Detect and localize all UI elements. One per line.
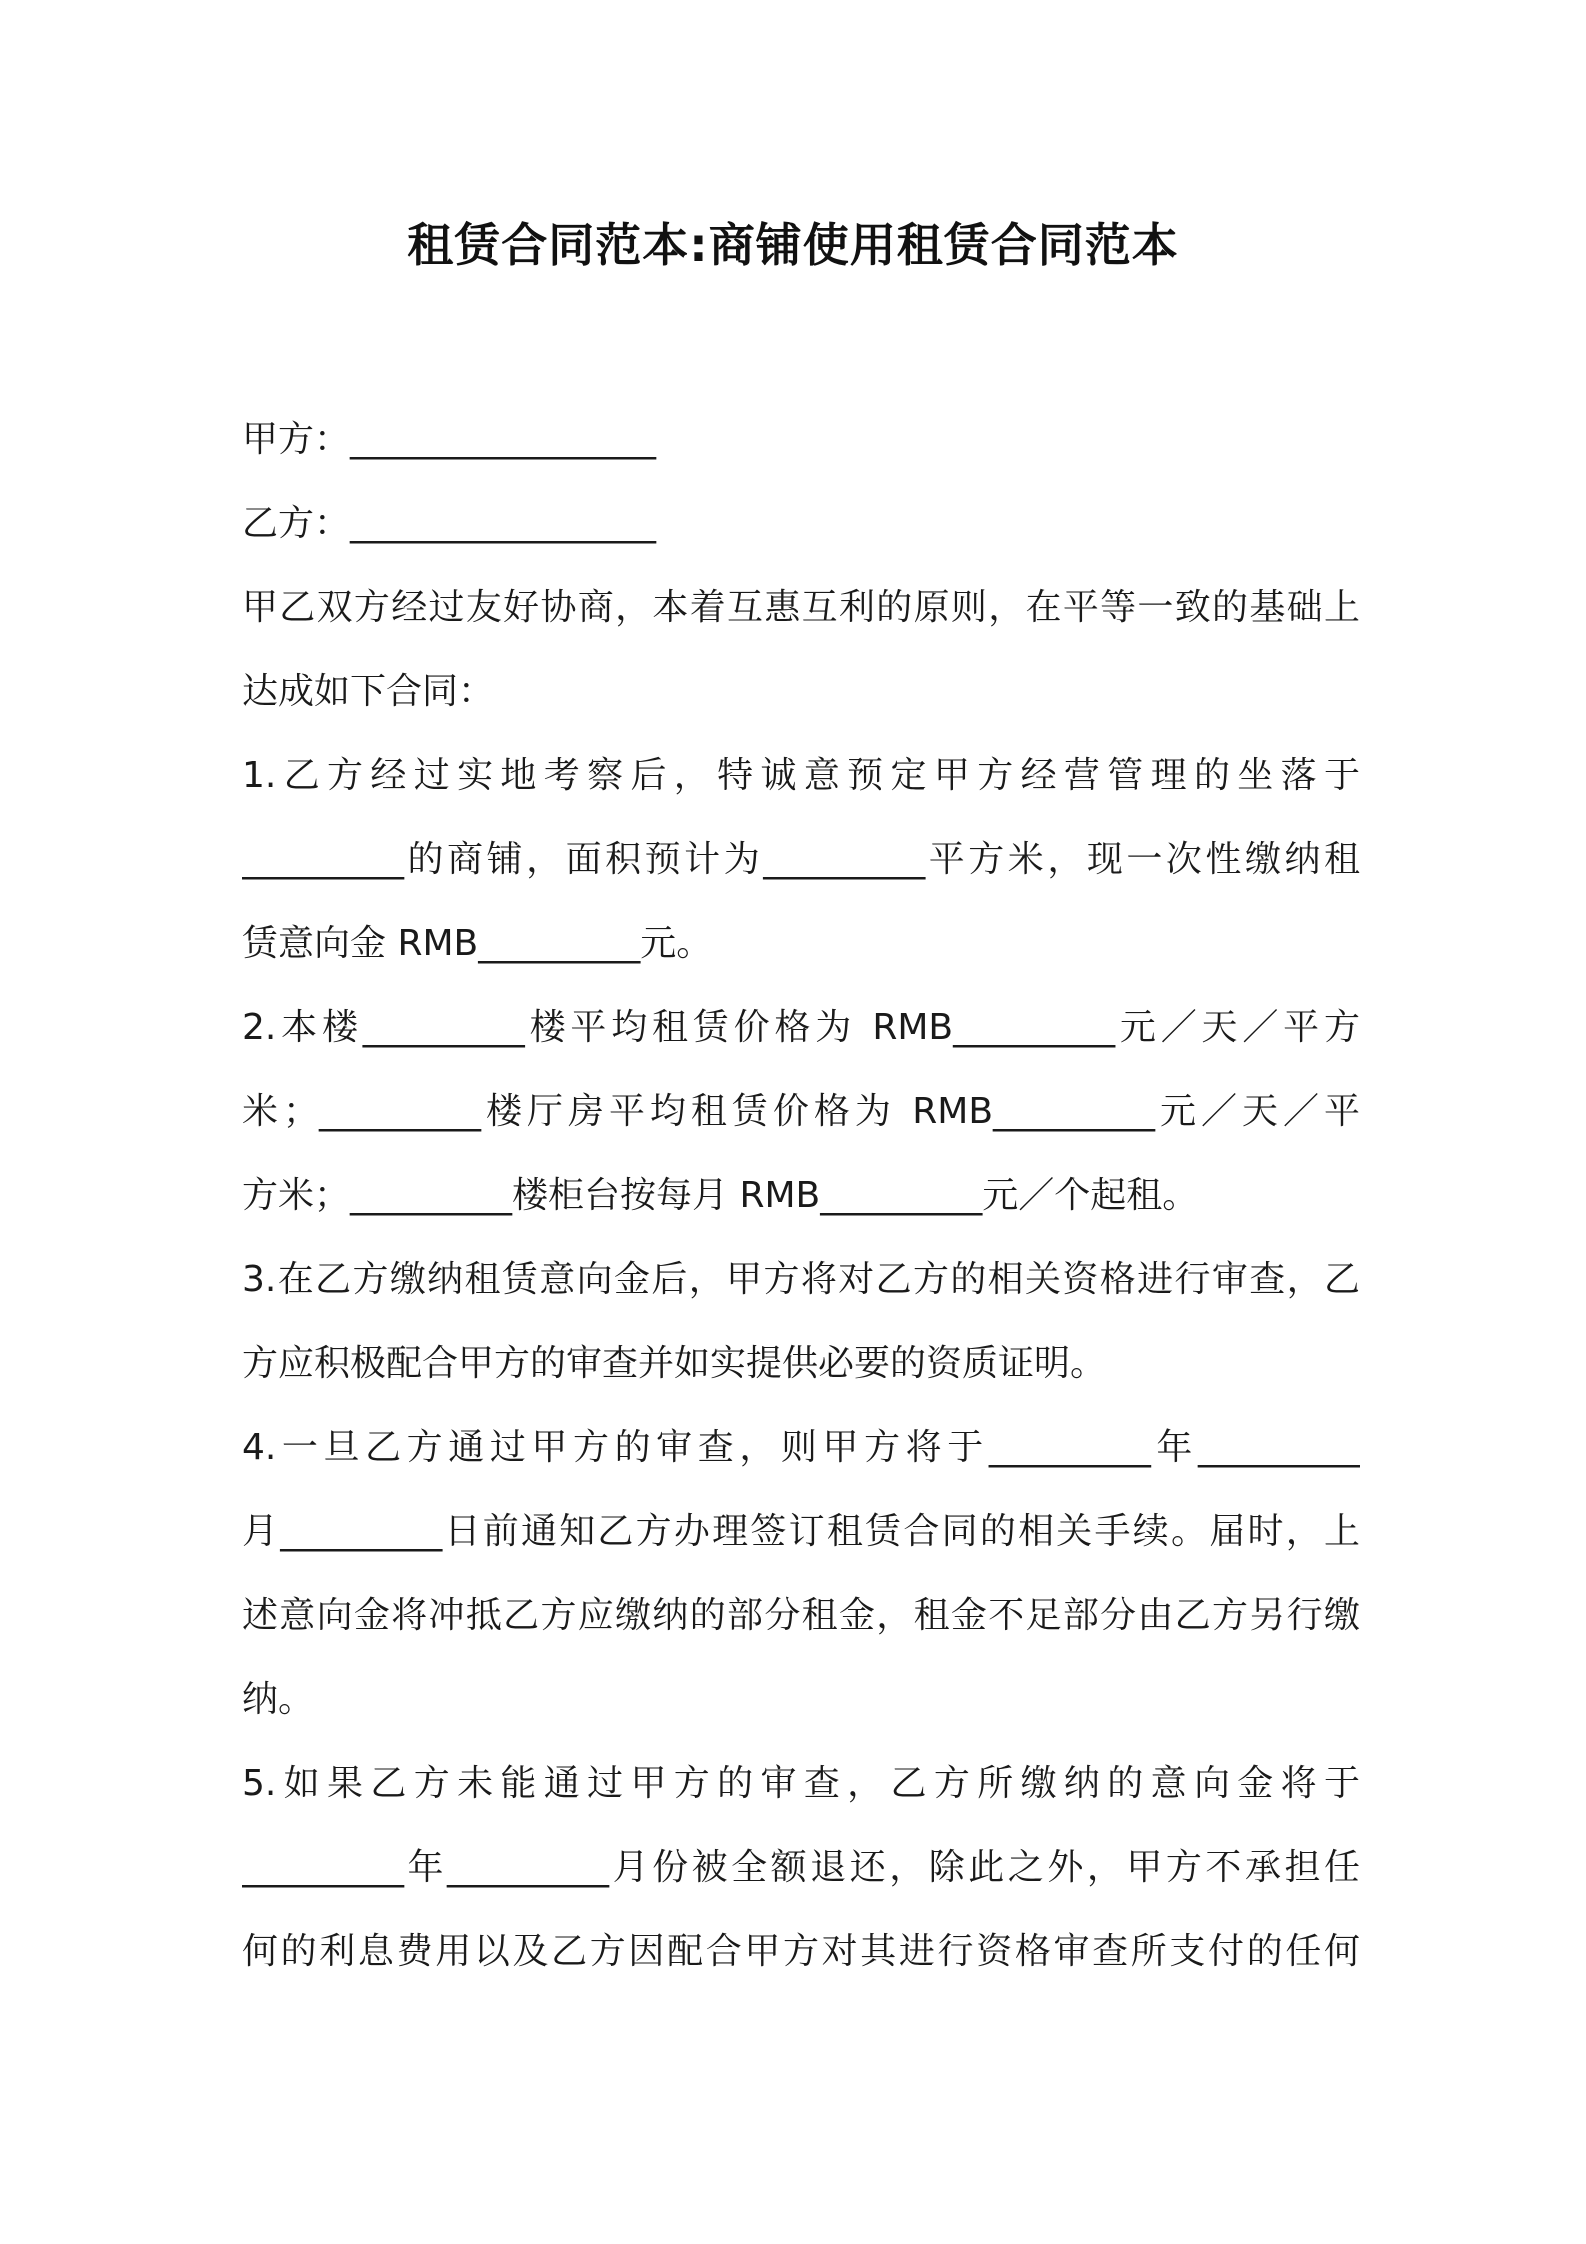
clause-4-line: 4.一旦乙方通过甲方的审查，则甲方将于_________年_________ — [242, 1427, 1360, 1468]
contract-body — [242, 398, 1360, 1994]
clause-3-line: 方应积极配合甲方的审查并如实提供必要的资质证明。 — [242, 1343, 1107, 1384]
clause-5-line: 5.如果乙方未能通过甲方的审查，乙方所缴纳的意向金将于 — [242, 1763, 1360, 1804]
clause-2-line: 2.本楼_________楼平均租赁价格为 RMB_________元／天／平方 — [242, 1007, 1360, 1048]
clause-1-line: 赁意向金 RMB_________元。 — [242, 923, 713, 964]
paragraph-line: 甲乙双方经过友好协商，本着互惠互利的原则，在平等一致的基础上 — [242, 587, 1360, 628]
clause-4-line: 纳。 — [242, 1679, 315, 1720]
clause-1-line: 1.乙方经过实地考察后，特诚意预定甲方经营管理的坐落于 — [242, 755, 1360, 796]
clause-5-line: 何的利息费用以及乙方因配合甲方对其进行资格审查所支付的任何 — [242, 1931, 1360, 1972]
party-a-line: 甲方：_________________ — [242, 419, 657, 460]
clause-4-line: 述意向金将冲抵乙方应缴纳的部分租金，租金不足部分由乙方另行缴 — [242, 1595, 1360, 1636]
document-title: 租赁合同范本:商铺使用租赁合同范本 — [407, 218, 1179, 272]
clause-2-line: 方米；_________楼柜台按每月 RMB_________元／个起租。 — [242, 1175, 1199, 1216]
clause-2-line: 米；_________楼厅房平均租赁价格为 RMB_________元／天／平 — [242, 1091, 1360, 1132]
clause-3-line: 3.在乙方缴纳租赁意向金后，甲方将对乙方的相关资格进行审查，乙 — [242, 1259, 1360, 1300]
paragraph-line: 达成如下合同： — [242, 671, 495, 712]
party-b-line: 乙方：_________________ — [242, 503, 657, 544]
clause-4-line: 月_________日前通知乙方办理签订租赁合同的相关手续。届时，上 — [242, 1511, 1360, 1552]
clause-5-line: _________年_________月份被全额退还，除此之外，甲方不承担任 — [242, 1847, 1360, 1888]
clause-1-line: _________的商铺，面积预计为_________平方米，现一次性缴纳租 — [242, 839, 1360, 880]
